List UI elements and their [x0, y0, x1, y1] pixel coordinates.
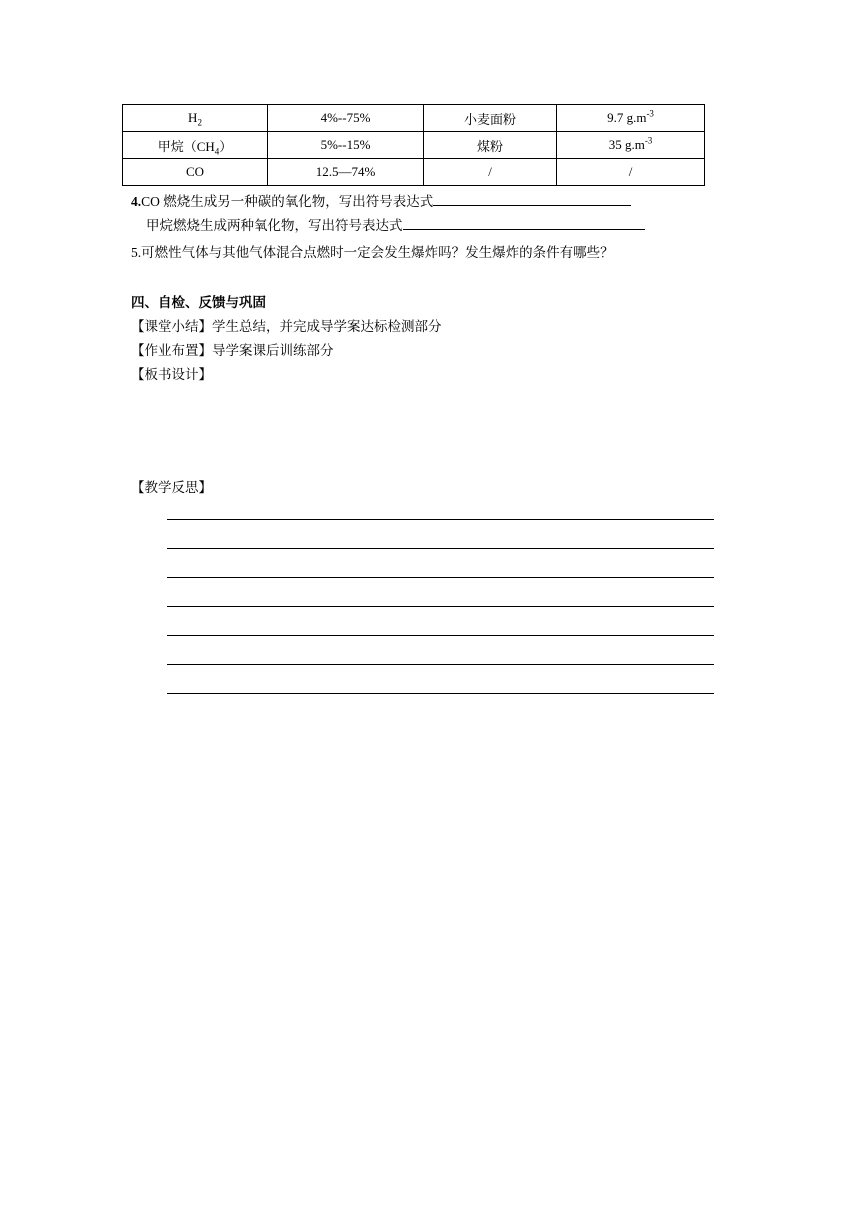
table-cell-dust-limit: 35 $g.m^{-3}$: [557, 132, 705, 159]
class-summary-label: 【课堂小结】: [131, 319, 212, 334]
question-5: 5.可燃性气体与其他气体混合点燃时一定会发生爆炸吗？发生爆炸的条件有哪些？: [131, 245, 614, 260]
table-cell-substance: 甲烷$(CH_4)$: [123, 132, 268, 159]
table-cell-dust: 小麦面粉: [424, 105, 557, 132]
homework-label: 【作业布置】: [131, 343, 212, 358]
answer-blank-2[interactable]: [403, 215, 645, 230]
table-cell-substance: $H_2$: [123, 105, 268, 132]
question-4-number: 4.: [131, 194, 142, 209]
reflection-line[interactable]: [167, 606, 714, 607]
reflection-line[interactable]: [167, 693, 714, 694]
class-summary-text: 学生总结，并完成导学案达标检测部分: [212, 319, 442, 334]
answer-blank-1[interactable]: [433, 191, 631, 206]
table-cell-dust-limit: /: [557, 159, 705, 186]
question-4-line-2: [146, 215, 645, 235]
reflection-line[interactable]: [167, 548, 714, 549]
class-summary-line: [131, 318, 442, 336]
question-4-line-1: [131, 191, 631, 211]
reflection-line[interactable]: [167, 519, 714, 520]
teaching-reflection-label: 【教学反思】: [131, 480, 212, 495]
table-cell-substance: CO: [123, 159, 268, 186]
table-row: [123, 105, 705, 132]
board-design-label: 【板书设计】: [131, 367, 212, 382]
question-4-text-2: 甲烷燃烧生成两种氧化物，写出符号表达式: [146, 218, 403, 233]
homework-line: [131, 342, 334, 360]
question-4-text-1: CO 燃烧生成另一种碳的氧化物，写出符号表达式: [141, 194, 434, 209]
reflection-line[interactable]: [167, 664, 714, 665]
table-cell-dust: /: [424, 159, 557, 186]
homework-text: 导学案课后训练部分: [212, 343, 334, 358]
table-cell-limit: 4%--75%: [268, 105, 424, 132]
table-cell-dust-limit: 9.7 $g.m^{-3}$: [557, 105, 705, 132]
table-cell-limit: 5%--15%: [268, 132, 424, 159]
table-cell-limit: 12.5—74%: [268, 159, 424, 186]
explosion-limit-table: [122, 104, 705, 186]
reflection-line[interactable]: [167, 635, 714, 636]
reflection-line[interactable]: [167, 577, 714, 578]
section-heading: 四、自检、反馈与巩固: [131, 295, 266, 310]
table-row: [123, 132, 705, 159]
table-cell-dust: 煤粉: [424, 132, 557, 159]
table-row: [123, 159, 705, 186]
